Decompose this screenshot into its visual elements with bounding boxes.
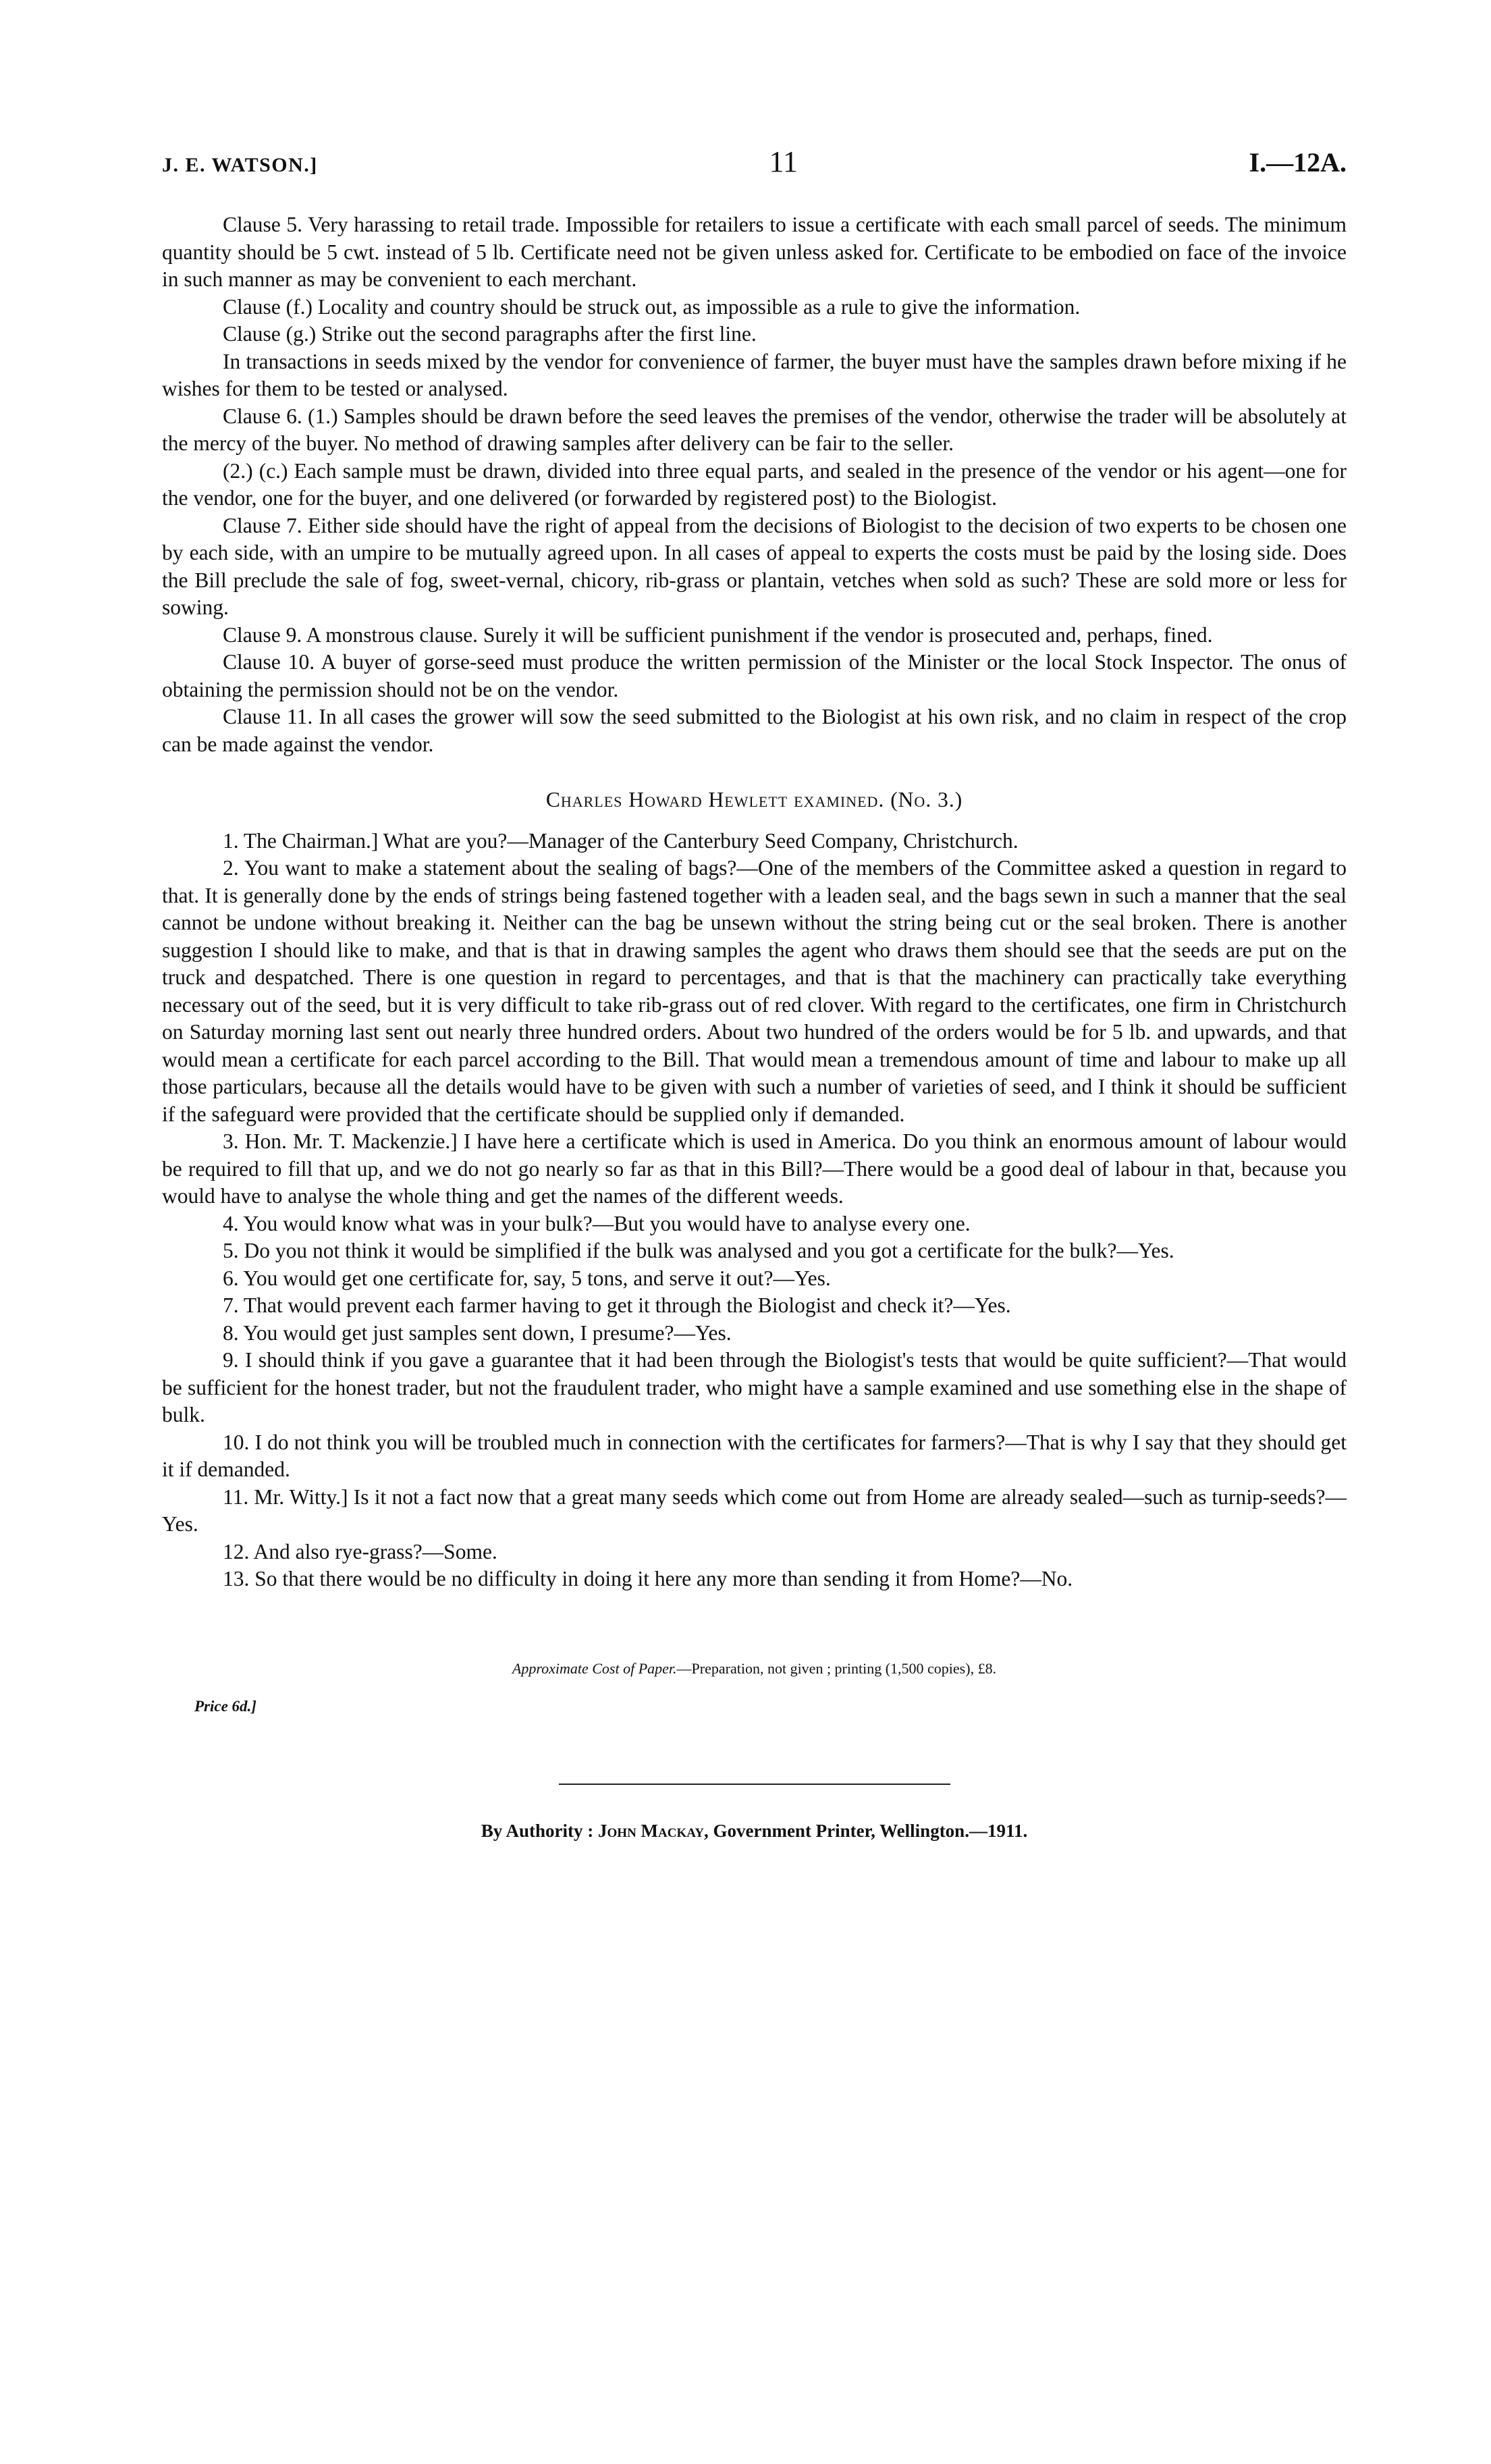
cost-text: —Preparation, not given ; printing (1,500 copies), £8.	[676, 1659, 997, 1677]
qa-item: 2. You want to make a statement about the sealing of bags?—One of the members of the Committee asked a question in regard to that. It is generally done by the ends of strings being fastened together with a leaden seal, and the bags sewn in such a manner that the seal cannot be undone without breaking it. Neither can the bag be unsewn without the string being cut or the seal broken. There is another suggestion I should like to make, and that is that in drawing samples the agent who draws them should see that the seeds are put on the truck and despatched. There is one question in regard to percentages, and that is that the machinery can practically take everything necessary out of the seed, but it is very difficult to take rib-grass out of red clover. With regard to the certificates, one firm in Christchurch on Saturday morning last sent out nearly three hundred orders. About two hundred of the orders would be for 5 lb. and upwards, and that would mean a certificate for each parcel according to the Bill. That would mean a tremendous amount of time and labour to make up all those particulars, because all the details would have to be given with such a number of varieties of seed, and I think it should be sufficient if the safeguard were provided that the certificate should be supplied only if demanded.	[162, 856, 1347, 1126]
paragraph: In transactions in seeds mixed by the vendor for convenience of farmer, the buyer must have the samples drawn before mixing if he wishes for them to be tested or analysed.	[162, 349, 1347, 400]
cost-label: Approximate Cost of Paper.	[512, 1659, 677, 1677]
paragraph: Clause 11. In all cases the grower will sow the seed submitted to the Biologist at his own risk, and no claim in respect of the crop can be made against the vendor.	[162, 705, 1347, 756]
qa-item: 6. You would get one certificate for, say, 5 tons, and serve it out?—Yes.	[223, 1266, 831, 1290]
qa-item: 8. You would get just samples sent down, I presume?—Yes.	[223, 1320, 732, 1345]
cost-of-paper	[162, 1659, 1347, 1678]
paragraph: Clause (f.) Locality and country should be struck out, as impossible as a rule to give the information.	[223, 294, 1081, 319]
qa-item: 1. The Chairman.] What are you?—Manager of the Canterbury Seed Company, Christchurch.	[223, 828, 1019, 853]
imprint-printer: John Mackay,	[598, 1821, 709, 1841]
running-header	[162, 147, 1347, 180]
paragraph: Clause (g.) Strike out the second paragraphs after the first line.	[223, 322, 757, 346]
paragraph: Clause 9. A monstrous clause. Surely it will be sufficient punishment if the vendor is prosecuted and, perhaps, fined.	[223, 622, 1213, 647]
qa-item: 7. That would prevent each farmer having to get it through the Biologist and check it?—Yes.	[223, 1293, 1011, 1317]
qa-item: 9. I should think if you gave a guarantee that it had been through the Biologist's tests that would be quite sufficient?—That would be sufficient for the honest trader, but not the fraudulent trader, who might have a sample examined and use something else in the shape of bulk.	[162, 1348, 1347, 1426]
qa-item: 5. Do you not think it would be simplified if the bulk was analysed and you got a certificate for the bulk?—Yes.	[223, 1239, 1174, 1262]
qa-item: 13. So that there would be no difficulty in doing it here any more than sending it from Home?—No.	[223, 1567, 1073, 1590]
page-number: 11	[769, 145, 798, 178]
qa-item: 10. I do not think you will be troubled much in connection with the certificates for farmers?—That is why I say that they should get it if demanded.	[162, 1430, 1347, 1481]
qa-item: 4. You would know what was in your bulk?—But you would have to analyse every one.	[223, 1211, 971, 1235]
paragraph: Clause 5. Very harassing to retail trade. Impossible for retailers to issue a certificate with each small parcel of seeds. The minimum quantity should be 5 cwt. instead of 5 lb. Certificate need not be given unless asked for. Certificate to be embodied on face of the invoice in such manner as may be convenient to each merchant.	[162, 213, 1347, 291]
paragraph: Clause 10. A buyer of gorse-seed must produce the written permission of the Minister or the local Stock Inspector. The onus of obtaining the permission should not be on the vendor.	[162, 650, 1347, 701]
printer-imprint	[162, 1817, 1347, 1845]
price: Price 6d.]	[194, 1697, 256, 1715]
header-author: J. E. WATSON.]	[162, 154, 318, 176]
examination-transcript	[162, 828, 1347, 1593]
paragraph: (2.) (c.) Each sample must be drawn, divided into three equal parts, and sealed in the presence of the vendor or his agent—one for the vendor, one for the buyer, and one delivered (or forwarded by registered post) to the Biologist.	[162, 458, 1347, 510]
clause-comments	[162, 211, 1347, 758]
qa-item: 12. And also rye-grass?—Some.	[223, 1539, 497, 1563]
paragraph: Clause 6. (1.) Samples should be drawn before the seed leaves the premises of the vendor, otherwise the trader will be absolutely at the mercy of the buyer. No method of drawing samples after delivery can be fair to the seller.	[162, 404, 1347, 455]
qa-item: 3. Hon. Mr. T. Mackenzie.] I have here a certificate which is used in America. Do you think an enormous amount of labour would be required to fill that up, and we do not go nearly so far as that in this Bill?—There would be a good deal of labour in that, because you would have to analyse the whole thing and get the names of the different weeds.	[162, 1129, 1347, 1208]
paragraph: Clause 7. Either side should have the right of appeal from the decisions of Biologist to the decision of two experts to be chosen one by each side, with an umpire to be mutually agreed upon. In all cases of appeal to experts the costs must be paid by the losing side. Does the Bill preclude the sale of fog, sweet-vernal, chicory, rib-grass or plantain, vetches when sold as such? These are sold more or less for sowing.	[162, 513, 1347, 619]
qa-item: 11. Mr. Witty.] Is it not a fact now that a great many seeds which come out from Home are already sealed—such as turnip-seeds?—Yes.	[162, 1484, 1347, 1536]
footer-divider	[559, 1784, 950, 1785]
imprint-suffix: Government Printer, Wellington.—1911.	[713, 1821, 1028, 1841]
imprint-prefix: By Authority :	[481, 1821, 594, 1841]
paper-reference: I.—12A.	[1249, 147, 1347, 178]
witness-heading: Charles Howard Hewlett examined. (No. 3.)	[545, 788, 963, 811]
